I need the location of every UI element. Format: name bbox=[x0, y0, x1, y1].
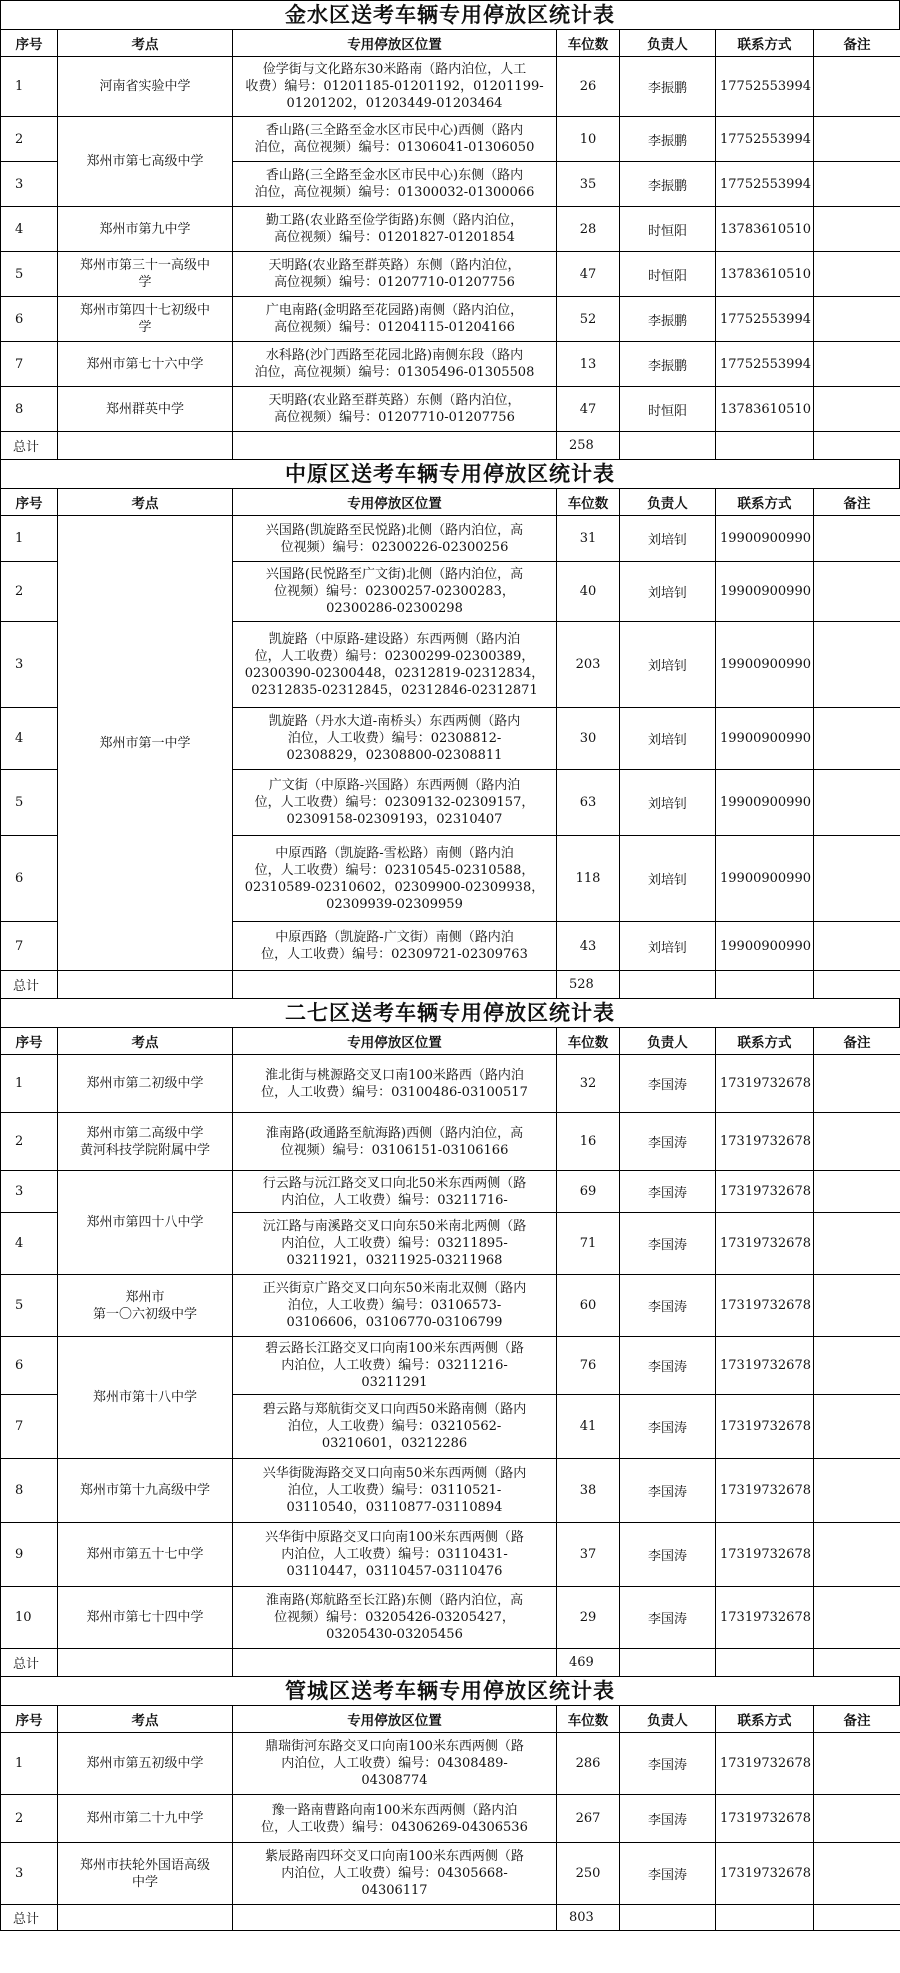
row-location: 兴华街陇海路交叉口向南50米东西两侧（路内 泊位，人工收费）编号：03110521- 03110540，03110877-03110894 bbox=[233, 1459, 557, 1523]
row-no: 4 bbox=[1, 207, 58, 252]
row-remark bbox=[814, 516, 900, 562]
row-location: 水科路(沙门西路至花园北路)南侧东段（路内 泊位，高位视频）编号：01305496-01305508 bbox=[233, 342, 557, 387]
header-no: 序号 bbox=[1, 30, 58, 57]
row-location: 豫一路南曹路向南100米东西两侧（路内泊 位，人工收费）编号：04306269-04306536 bbox=[233, 1795, 557, 1843]
header-location: 专用停放区位置 bbox=[233, 1706, 557, 1733]
total-row bbox=[1, 1649, 900, 1677]
table-zhongyuan bbox=[0, 488, 900, 999]
row-person: 李国涛 bbox=[620, 1795, 716, 1843]
row-location: 广电南路(金明路至花园路)南侧（路内泊位， 高位视频）编号：01204115-01204166 bbox=[233, 297, 557, 342]
row-no: 2 bbox=[1, 1795, 58, 1843]
row-no: 5 bbox=[1, 252, 58, 297]
table-header bbox=[1, 30, 900, 57]
table-header bbox=[1, 1028, 900, 1055]
row-phone: 13783610510 bbox=[716, 207, 814, 252]
row-no: 8 bbox=[1, 1459, 58, 1523]
table-row bbox=[1, 1523, 900, 1587]
row-location: 紫辰路南四环交叉口向南100米东西两侧（路 内泊位，人工收费）编号：04305668- 04306117 bbox=[233, 1843, 557, 1905]
row-remark bbox=[814, 770, 900, 836]
row-location: 勤工路(农业路至俭学街路)东侧（路内泊位， 高位视频）编号：01201827-01201854 bbox=[233, 207, 557, 252]
total-value: 528 bbox=[557, 971, 620, 999]
table-erqi bbox=[0, 1027, 900, 1677]
section-title-jinshui: 金水区送考车辆专用停放区统计表 bbox=[0, 0, 900, 29]
row-remark bbox=[814, 252, 900, 297]
table-row bbox=[1, 252, 900, 297]
row-no: 2 bbox=[1, 562, 58, 622]
row-remark bbox=[814, 1395, 900, 1459]
row-person: 李国涛 bbox=[620, 1459, 716, 1523]
row-remark bbox=[814, 836, 900, 922]
row-location: 沅江路与南溪路交叉口向东50米南北两侧（路 内泊位，人工收费）编号：03211895- 03211921，03211925-03211968 bbox=[233, 1213, 557, 1275]
row-location: 中原西路（凯旋路-雪松路）南侧（路内泊 位，人工收费）编号：02310545-02310588， 02310589-02310602，02309900-02309938， 02309939-02309959 bbox=[233, 836, 557, 922]
row-no: 1 bbox=[1, 1055, 58, 1113]
table-row bbox=[1, 57, 900, 117]
row-remark bbox=[814, 1733, 900, 1795]
header-spaces: 车位数 bbox=[557, 489, 620, 516]
row-spaces: 47 bbox=[557, 387, 620, 432]
row-no: 5 bbox=[1, 770, 58, 836]
row-phone: 17319732678 bbox=[716, 1113, 814, 1171]
header-spaces: 车位数 bbox=[557, 30, 620, 57]
header-remark: 备注 bbox=[814, 489, 900, 516]
row-phone: 19900900990 bbox=[716, 770, 814, 836]
table-row bbox=[1, 297, 900, 342]
row-person: 李国涛 bbox=[620, 1733, 716, 1795]
row-person: 刘培钊 bbox=[620, 708, 716, 770]
total-label: 总计 bbox=[1, 1905, 58, 1931]
row-location: 鼎瑞街河东路交叉口向南100米东西两侧（路 内泊位，人工收费）编号：04308489- 04308774 bbox=[233, 1733, 557, 1795]
row-spaces: 26 bbox=[557, 57, 620, 117]
total-row bbox=[1, 1905, 900, 1931]
row-person: 李振鹏 bbox=[620, 297, 716, 342]
row-person: 李国涛 bbox=[620, 1275, 716, 1337]
total-row bbox=[1, 971, 900, 999]
table-row bbox=[1, 117, 900, 162]
row-person: 刘培钊 bbox=[620, 516, 716, 562]
row-remark bbox=[814, 1587, 900, 1649]
header-phone: 联系方式 bbox=[716, 1706, 814, 1733]
row-remark bbox=[814, 708, 900, 770]
row-phone: 19900900990 bbox=[716, 922, 814, 971]
row-location: 凯旋路（中原路-建设路）东西两侧（路内泊 位，人工收费）编号：02300299-02300389， 02300390-02300448，02312819-02312834， 02312835-02312845，02312846-02312871 bbox=[233, 622, 557, 708]
row-phone: 19900900990 bbox=[716, 622, 814, 708]
row-spaces: 43 bbox=[557, 922, 620, 971]
table-header bbox=[1, 489, 900, 516]
header-remark: 备注 bbox=[814, 1028, 900, 1055]
row-no: 5 bbox=[1, 1275, 58, 1337]
row-person: 刘培钊 bbox=[620, 562, 716, 622]
header-spaces: 车位数 bbox=[557, 1028, 620, 1055]
row-phone: 17319732678 bbox=[716, 1275, 814, 1337]
header-phone: 联系方式 bbox=[716, 30, 814, 57]
row-remark bbox=[814, 1337, 900, 1395]
row-remark bbox=[814, 1213, 900, 1275]
table-row bbox=[1, 1171, 900, 1213]
row-person: 李国涛 bbox=[620, 1587, 716, 1649]
row-school: 郑州市第三十一高级中 学 bbox=[58, 252, 233, 297]
row-school: 郑州市第五初级中学 bbox=[58, 1733, 233, 1795]
row-location: 中原西路（凯旋路-广文街）南侧（路内泊 位，人工收费）编号：02309721-02309763 bbox=[233, 922, 557, 971]
row-spaces: 71 bbox=[557, 1213, 620, 1275]
row-remark bbox=[814, 1171, 900, 1213]
row-no: 6 bbox=[1, 836, 58, 922]
table-row bbox=[1, 1795, 900, 1843]
header-school: 考点 bbox=[58, 489, 233, 516]
table-jinshui bbox=[0, 29, 900, 460]
row-location: 正兴街京广路交叉口向东50米南北双侧（路内 泊位，人工收费）编号：03106573- 03106606，03106770-03106799 bbox=[233, 1275, 557, 1337]
row-school: 郑州市 第一〇六初级中学 bbox=[58, 1275, 233, 1337]
row-school: 郑州市第二十九中学 bbox=[58, 1795, 233, 1843]
row-spaces: 35 bbox=[557, 162, 620, 207]
row-remark bbox=[814, 387, 900, 432]
row-location: 香山路(三全路至金水区市民中心)东侧（路内 泊位，高位视频）编号：01300032-01300066 bbox=[233, 162, 557, 207]
row-remark bbox=[814, 162, 900, 207]
row-phone: 17319732678 bbox=[716, 1337, 814, 1395]
header-spaces: 车位数 bbox=[557, 1706, 620, 1733]
row-person: 李振鹏 bbox=[620, 57, 716, 117]
row-no: 2 bbox=[1, 1113, 58, 1171]
row-no: 3 bbox=[1, 162, 58, 207]
row-remark bbox=[814, 1459, 900, 1523]
header-phone: 联系方式 bbox=[716, 1028, 814, 1055]
row-person: 李振鹏 bbox=[620, 162, 716, 207]
row-phone: 17319732678 bbox=[716, 1395, 814, 1459]
header-phone: 联系方式 bbox=[716, 489, 814, 516]
row-school: 郑州市第九中学 bbox=[58, 207, 233, 252]
total-value: 469 bbox=[557, 1649, 620, 1677]
row-remark bbox=[814, 117, 900, 162]
row-location: 天明路(农业路至群英路）东侧（路内泊位， 高位视频）编号：01207710-01207756 bbox=[233, 252, 557, 297]
row-spaces: 250 bbox=[557, 1843, 620, 1905]
row-spaces: 31 bbox=[557, 516, 620, 562]
row-phone: 17319732678 bbox=[716, 1171, 814, 1213]
row-phone: 19900900990 bbox=[716, 516, 814, 562]
row-remark bbox=[814, 1523, 900, 1587]
row-phone: 17319732678 bbox=[716, 1733, 814, 1795]
row-spaces: 47 bbox=[557, 252, 620, 297]
row-location: 淮南路(郑航路至长江路)东侧（路内泊位，高 位视频）编号：03205426-03205427， 03205430-03205456 bbox=[233, 1587, 557, 1649]
row-location: 碧云路长江路交叉口向南100米东西两侧（路 内泊位，人工收费）编号：03211216- 03211291 bbox=[233, 1337, 557, 1395]
row-phone: 17752553994 bbox=[716, 342, 814, 387]
row-spaces: 13 bbox=[557, 342, 620, 387]
row-phone: 17752553994 bbox=[716, 57, 814, 117]
row-location: 碧云路与郑航街交叉口向西50米路南侧（路内 泊位，人工收费）编号：03210562- 03210601，03212286 bbox=[233, 1395, 557, 1459]
row-spaces: 52 bbox=[557, 297, 620, 342]
row-no: 7 bbox=[1, 342, 58, 387]
row-remark bbox=[814, 1113, 900, 1171]
row-no: 3 bbox=[1, 1843, 58, 1905]
row-phone: 17752553994 bbox=[716, 162, 814, 207]
row-phone: 17319732678 bbox=[716, 1213, 814, 1275]
row-person: 李振鹏 bbox=[620, 117, 716, 162]
row-spaces: 38 bbox=[557, 1459, 620, 1523]
total-label: 总计 bbox=[1, 432, 58, 460]
row-remark bbox=[814, 1843, 900, 1905]
row-no: 4 bbox=[1, 708, 58, 770]
row-phone: 19900900990 bbox=[716, 708, 814, 770]
table-row bbox=[1, 1459, 900, 1523]
header-location: 专用停放区位置 bbox=[233, 1028, 557, 1055]
row-no: 3 bbox=[1, 622, 58, 708]
row-location: 兴华街中原路交叉口向南100米东西两侧（路 内泊位，人工收费）编号：03110431- 03110447，03110457-03110476 bbox=[233, 1523, 557, 1587]
header-person: 负责人 bbox=[620, 1706, 716, 1733]
row-person: 刘培钊 bbox=[620, 622, 716, 708]
row-spaces: 41 bbox=[557, 1395, 620, 1459]
row-no: 1 bbox=[1, 57, 58, 117]
header-location: 专用停放区位置 bbox=[233, 489, 557, 516]
row-remark bbox=[814, 1055, 900, 1113]
row-school: 郑州市第七高级中学 bbox=[58, 117, 233, 207]
row-phone: 19900900990 bbox=[716, 836, 814, 922]
table-row bbox=[1, 387, 900, 432]
row-person: 李国涛 bbox=[620, 1213, 716, 1275]
row-spaces: 10 bbox=[557, 117, 620, 162]
row-person: 李振鹏 bbox=[620, 342, 716, 387]
row-no: 6 bbox=[1, 1337, 58, 1395]
row-location: 广文街（中原路-兴国路）东西两侧（路内泊 位，人工收费）编号：02309132-02309157， 02309158-02309193，02310407 bbox=[233, 770, 557, 836]
row-person: 刘培钊 bbox=[620, 770, 716, 836]
row-location: 兴国路(凯旋路至民悦路)北侧（路内泊位，高 位视频）编号：02300226-02300256 bbox=[233, 516, 557, 562]
header-no: 序号 bbox=[1, 1028, 58, 1055]
row-school: 郑州市第二初级中学 bbox=[58, 1055, 233, 1113]
row-phone: 17319732678 bbox=[716, 1795, 814, 1843]
row-spaces: 16 bbox=[557, 1113, 620, 1171]
row-location: 淮北街与桃源路交叉口南100米路西（路内泊 位，人工收费）编号：03100486-03100517 bbox=[233, 1055, 557, 1113]
row-school: 郑州市扶轮外国语高级 中学 bbox=[58, 1843, 233, 1905]
row-person: 李国涛 bbox=[620, 1395, 716, 1459]
row-school: 郑州市第七十四中学 bbox=[58, 1587, 233, 1649]
row-phone: 17319732678 bbox=[716, 1843, 814, 1905]
row-spaces: 118 bbox=[557, 836, 620, 922]
row-school: 河南省实验中学 bbox=[58, 57, 233, 117]
row-no: 9 bbox=[1, 1523, 58, 1587]
header-no: 序号 bbox=[1, 489, 58, 516]
row-remark bbox=[814, 922, 900, 971]
row-phone: 13783610510 bbox=[716, 252, 814, 297]
total-value: 803 bbox=[557, 1905, 620, 1931]
table-row bbox=[1, 1587, 900, 1649]
row-spaces: 40 bbox=[557, 562, 620, 622]
row-spaces: 30 bbox=[557, 708, 620, 770]
row-phone: 17752553994 bbox=[716, 297, 814, 342]
table-row bbox=[1, 1055, 900, 1113]
row-person: 李国涛 bbox=[620, 1843, 716, 1905]
row-remark bbox=[814, 57, 900, 117]
row-person: 刘培钊 bbox=[620, 922, 716, 971]
row-school: 郑州市第五十七中学 bbox=[58, 1523, 233, 1587]
row-phone: 17319732678 bbox=[716, 1587, 814, 1649]
header-person: 负责人 bbox=[620, 1028, 716, 1055]
row-spaces: 37 bbox=[557, 1523, 620, 1587]
row-school: 郑州市第七十六中学 bbox=[58, 342, 233, 387]
table-row bbox=[1, 342, 900, 387]
row-no: 4 bbox=[1, 1213, 58, 1275]
header-school: 考点 bbox=[58, 1028, 233, 1055]
row-location: 淮南路(政通路至航海路)西侧（路内泊位，高 位视频）编号：03106151-03106166 bbox=[233, 1113, 557, 1171]
header-remark: 备注 bbox=[814, 30, 900, 57]
section-title-erqi: 二七区送考车辆专用停放区统计表 bbox=[0, 999, 900, 1027]
row-no: 10 bbox=[1, 1587, 58, 1649]
row-remark bbox=[814, 297, 900, 342]
row-school: 郑州市第四十八中学 bbox=[58, 1171, 233, 1275]
table-row bbox=[1, 207, 900, 252]
table-row bbox=[1, 1733, 900, 1795]
row-no: 1 bbox=[1, 516, 58, 562]
row-spaces: 60 bbox=[557, 1275, 620, 1337]
row-no: 2 bbox=[1, 117, 58, 162]
row-person: 时恒阳 bbox=[620, 387, 716, 432]
row-location: 兴国路(民悦路至广文街)北侧（路内泊位，高 位视频）编号：02300257-02300283， 02300286-02300298 bbox=[233, 562, 557, 622]
header-school: 考点 bbox=[58, 1706, 233, 1733]
row-phone: 17319732678 bbox=[716, 1523, 814, 1587]
row-remark bbox=[814, 622, 900, 708]
table-row bbox=[1, 1113, 900, 1171]
total-label: 总计 bbox=[1, 1649, 58, 1677]
row-remark bbox=[814, 342, 900, 387]
row-school: 郑州市第二高级中学 黄河科技学院附属中学 bbox=[58, 1113, 233, 1171]
row-spaces: 203 bbox=[557, 622, 620, 708]
section-title-guancheng: 管城区送考车辆专用停放区统计表 bbox=[0, 1677, 900, 1705]
row-remark bbox=[814, 1795, 900, 1843]
row-person: 时恒阳 bbox=[620, 252, 716, 297]
row-person: 李国涛 bbox=[620, 1337, 716, 1395]
row-person: 时恒阳 bbox=[620, 207, 716, 252]
row-person: 李国涛 bbox=[620, 1523, 716, 1587]
row-no: 3 bbox=[1, 1171, 58, 1213]
section-title-zhongyuan: 中原区送考车辆专用停放区统计表 bbox=[0, 460, 900, 488]
row-spaces: 286 bbox=[557, 1733, 620, 1795]
row-school: 郑州市第四十七初级中 学 bbox=[58, 297, 233, 342]
row-school: 郑州市第十八中学 bbox=[58, 1337, 233, 1459]
row-phone: 17319732678 bbox=[716, 1459, 814, 1523]
row-phone: 17319732678 bbox=[716, 1055, 814, 1113]
total-label: 总计 bbox=[1, 971, 58, 999]
row-phone: 19900900990 bbox=[716, 562, 814, 622]
row-location: 俭学街与文化路东30米路南（路内泊位，人工 收费）编号：01201185-01201192，01201199- 01201202，01203449-01203464 bbox=[233, 57, 557, 117]
row-spaces: 69 bbox=[557, 1171, 620, 1213]
row-no: 7 bbox=[1, 1395, 58, 1459]
row-location: 天明路(农业路至群英路）东侧（路内泊位， 高位视频）编号：01207710-01207756 bbox=[233, 387, 557, 432]
row-no: 6 bbox=[1, 297, 58, 342]
row-spaces: 63 bbox=[557, 770, 620, 836]
total-row bbox=[1, 432, 900, 460]
table-row bbox=[1, 516, 900, 562]
row-no: 1 bbox=[1, 1733, 58, 1795]
table-row bbox=[1, 1337, 900, 1395]
row-remark bbox=[814, 1275, 900, 1337]
row-school: 郑州市第十九高级中学 bbox=[58, 1459, 233, 1523]
row-location: 凯旋路（丹水大道-南桥头）东西两侧（路内 泊位，人工收费）编号：02308812- 02308829，02308800-02308811 bbox=[233, 708, 557, 770]
row-no: 7 bbox=[1, 922, 58, 971]
row-phone: 17752553994 bbox=[716, 117, 814, 162]
row-location: 香山路(三全路至金水区市民中心)西侧（路内 泊位，高位视频）编号：01306041-01306050 bbox=[233, 117, 557, 162]
row-spaces: 28 bbox=[557, 207, 620, 252]
row-school: 郑州市第一中学 bbox=[58, 516, 233, 971]
header-person: 负责人 bbox=[620, 489, 716, 516]
row-spaces: 29 bbox=[557, 1587, 620, 1649]
row-person: 刘培钊 bbox=[620, 836, 716, 922]
row-spaces: 267 bbox=[557, 1795, 620, 1843]
row-remark bbox=[814, 207, 900, 252]
row-school: 郑州群英中学 bbox=[58, 387, 233, 432]
table-guancheng bbox=[0, 1705, 900, 1931]
table-row bbox=[1, 1843, 900, 1905]
row-person: 李国涛 bbox=[620, 1171, 716, 1213]
row-person: 李国涛 bbox=[620, 1055, 716, 1113]
row-person: 李国涛 bbox=[620, 1113, 716, 1171]
total-value: 258 bbox=[557, 432, 620, 460]
header-person: 负责人 bbox=[620, 30, 716, 57]
row-location: 行云路与沅江路交叉口向北50米东西两侧（路 内泊位，人工收费）编号：03211716- bbox=[233, 1171, 557, 1213]
table-header bbox=[1, 1706, 900, 1733]
row-remark bbox=[814, 562, 900, 622]
row-no: 8 bbox=[1, 387, 58, 432]
header-location: 专用停放区位置 bbox=[233, 30, 557, 57]
table-row bbox=[1, 1275, 900, 1337]
header-school: 考点 bbox=[58, 30, 233, 57]
row-spaces: 32 bbox=[557, 1055, 620, 1113]
row-phone: 13783610510 bbox=[716, 387, 814, 432]
header-remark: 备注 bbox=[814, 1706, 900, 1733]
header-no: 序号 bbox=[1, 1706, 58, 1733]
row-spaces: 76 bbox=[557, 1337, 620, 1395]
